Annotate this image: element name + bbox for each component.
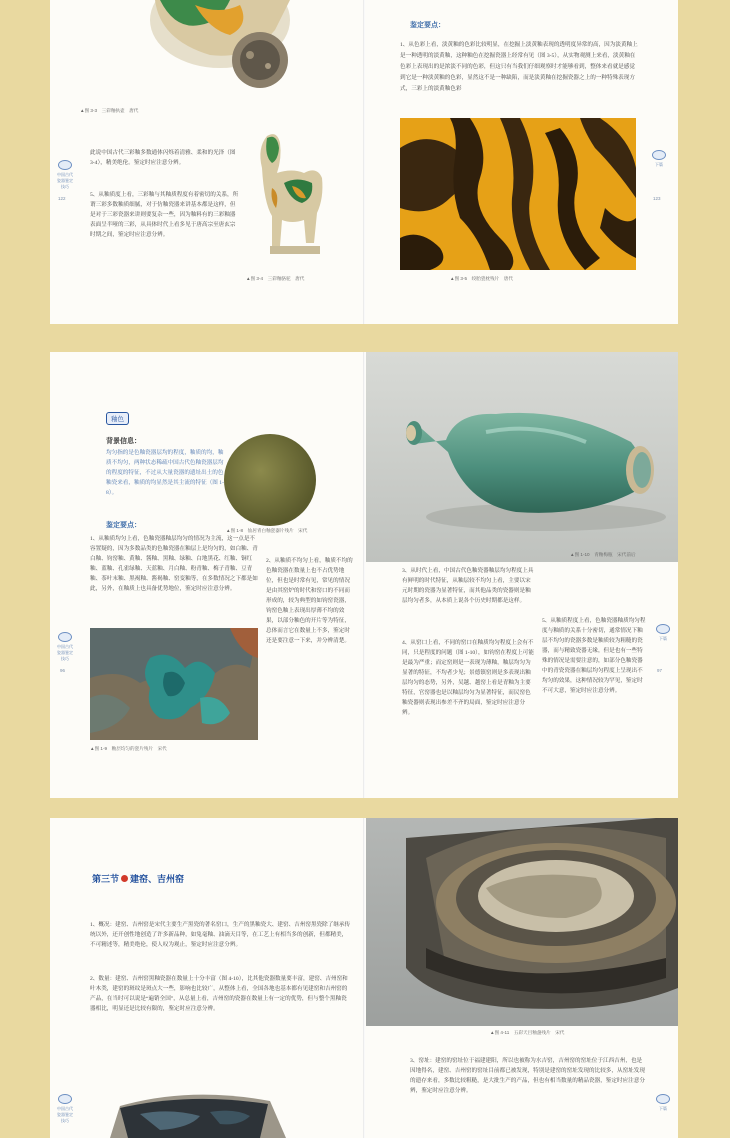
figure-1-9-glaze-shard: [90, 628, 258, 740]
key-point-1: 1、从色彩上看，淡黄釉的色彩比较明显，在挖掘上淡黄釉表现的透明度异常的高，因为淡黄釉上是一种透明的淡黄釉，这种釉色在挖掘瓷器上经常有见（图 3-5），从实物观测上来看，淡黄釉在色彩上表现出的是浓淡不同的色彩，但这只有当我们仔细观察时才能够看到，整体来看就是感觉到它是一种淡黄釉的色彩，显然这不是一种缺陷，而是淡黄釉在挖掘瓷器之上的一种特殊表现方式，三彩上的淡黄釉色彩: [400, 42, 638, 92]
book-spread-2: [50, 352, 678, 798]
figure-caption: ▲图 3-4 三彩釉骆驼 唐代: [246, 276, 305, 281]
key-point-1: 1、概况：建窑、吉州窑是宋代主要生产黑瓷的著名窑口，生产的黑釉瓷大、建窑、吉州窑黑瓷除了继承传统以外，还开创性地创造了许多新品种，如兔毫釉、油滴天目等，在工艺上有相当多的创新，但都精美，不可精述等，精美绝伦，使人叹为观止，鉴定时应注意分辨。: [90, 922, 351, 948]
figure-caption: ▲图 1-10 青釉梅瓶 宋代前后: [570, 552, 636, 557]
figure-1-8-shard-disc: [222, 432, 318, 528]
book-icon: [656, 624, 670, 634]
figure-caption: ▲图 1-9 釉层均匀的瓷片残片 宋代: [90, 746, 167, 751]
black-glaze-bowl-photo: [110, 1086, 286, 1138]
section-label: 第三节: [92, 874, 120, 884]
spine-shadow: [363, 0, 365, 324]
book-icon: [656, 1094, 670, 1104]
figure-caption: ▲图 4-11 五彩天目釉盏残片 宋代: [490, 1030, 565, 1035]
key-point-3: 3、窑址：建窑的窑址位于福建建阳，所以也被称为水吉窑，吉州窑的窑址位于江西吉州，也是因地得名，建窑、吉州窑的窑址目前都已被发现，特别是建窑的窑址发现的比较多，从窑址发现的遗存来看，多数比较粗糙，是大批生产的产品，但也有相当数量的精品瓷器，鉴定时应注意分辨，鉴定时应注意分辨。: [410, 1058, 645, 1094]
book-icon: [58, 632, 72, 642]
side-tab-right: 下篇: [654, 624, 672, 642]
figure-caption: ▲图 3-5 绞胎瓷枕残片 唐代: [450, 276, 513, 281]
book-spread-3: [50, 818, 678, 1138]
key-points-heading: 鉴定要点：: [410, 22, 445, 29]
section-heading: [92, 872, 184, 885]
page-number: 122: [58, 196, 66, 201]
figure-3-4-camel: [242, 128, 342, 268]
body-text: 此说中国古代三彩釉多数通体闪烁着清雅、柔和的光泽（图 3-4），精美绝伦。鉴定时应注意分辨。: [90, 150, 237, 166]
background-heading: 背景信息：: [106, 438, 141, 445]
figure-1-10-celadon-vase: [366, 352, 678, 562]
section-title: 建窑、吉州窑: [130, 874, 185, 884]
figure-4-11-bowl-base: [366, 818, 678, 1026]
page-number: 97: [657, 668, 663, 673]
side-tab-left: 中国古代瓷器鉴定技巧: [56, 1094, 74, 1124]
page-number: 123: [653, 196, 661, 201]
key-points-heading: 鉴定要点：: [106, 522, 141, 529]
book-icon: [652, 150, 666, 160]
side-tab-right: 下篇: [650, 150, 668, 168]
figure-caption: ▲图 1-8 仙居青白釉瓷器片残片 宋代: [226, 528, 308, 533]
section-badge: 釉色: [106, 412, 129, 425]
key-point-5: 5、从釉质程度上看，色釉瓷器釉质均匀程度与釉质的关系十分密切，通常情况下釉层不均匀的瓷器多数是釉质较为粗糙的瓷器，而与精致瓷器无缘，但是也有一些特殊的情况是需要注意的，如部分色釉瓷器中的青瓷瓷器在釉层均匀程度上呈现出不均匀的效果，这种情况较为罕见，鉴定时不可大意，鉴定时应注意分辨。: [542, 618, 646, 694]
book-icon: [58, 1094, 72, 1104]
key-point-2: 2、从釉质不均匀上看，釉质不均的色釉瓷器在数量上也不占优势地位，但也是时常有见，常见的情况是由其窑炉的时代和窑口的不同而形成的，较为典型的如钧窑瓷器，钧窑色釉上表现出厚薄不均的效果，以部分釉色的开片等为特征，总体而言它在数量上不多，鉴定时还是要注意一下来，并分辨清楚。: [266, 558, 353, 644]
key-point-3: 3、从时代上看，中国古代色釉瓷器釉层均匀程度上具有鲜明的时代特征，从釉层较不均匀上看，主要以宋元时期的瓷器为显著特征，而其他品类的瓷器则是釉层均匀者多，从本质上说各个历史时期都是这样。: [402, 568, 534, 604]
key-point-4: 4、从窑口上看，不同的窑口在釉质均匀程度上会有不同，只是程度的问题（图 1-10），如钧窑在程度上可能是最为严重；而定窑则是一表现为薄釉，釉层均匀为显著的特征，不均者少见；景德镇窑则是多表现出釉层均匀的态势，另外，吴越、越窑上看是青釉为主要特征，官窑器也是以釉层均匀为显著特征，而民窑色釉瓷器则表现出参差不齐的局面，鉴定时应注意分辨。: [402, 640, 534, 716]
section-dot-icon: [121, 875, 128, 882]
key-point-1: 1、从釉质均匀上看，色釉瓷器釉层均匀的情况为主流，这一点是不容置疑的，因为多数品类的色釉瓷器在釉层上是均匀的，如白釉、青白釉、钧窑釉、黄釉、酱釉、黑釉、绿釉、白地黑花、红釉、铜红釉、蓝釉、孔雀绿釉、天蓝釉、月白釉、粉青釉、梅子青釉、豆青釉、茶叶末釉、黑褐釉、酱褐釉、窑变釉等，在多数情况之下都是如此，另外，在釉质上也具备优势地位，鉴定时应注意分辨。: [90, 536, 258, 592]
book-spread-1: [50, 0, 678, 324]
key-point-5: 5、从釉质度上看，三彩釉与其釉质程度有着密切的关系，所谓三彩多数釉质细腻，对于仿釉瓷器来讲基本都是这样，但是对于三彩瓷器来讲则要复杂一些，因为釉料有的三彩釉器表面呈半哑的三彩，从具体时代上看多见于唐高宗至唐玄宗时期之间，鉴定时应注意分辨。: [90, 192, 239, 238]
book-icon: [58, 160, 72, 170]
background-text: 均匀指的是色釉瓷器层均的程度，釉质的均，釉质不均匀，两种状态稀疏中国古代色釉瓷器层均的程度的特征，不过从大量瓷器的遗址出土的色釉瓷来看，釉质的均显然是其主流的特征（图 1-8）。: [106, 450, 224, 496]
page-number: 96: [60, 668, 66, 673]
side-tab-left: 中国古代瓷器鉴定技巧: [56, 160, 74, 190]
side-tab-right: 下篇: [654, 1094, 672, 1112]
figure-3-5-tiger-glaze: [400, 118, 636, 270]
figure-3-3-ewer: [100, 0, 290, 95]
side-tab-left: 中国古代瓷器鉴定技巧: [56, 632, 74, 662]
spine-shadow: [363, 352, 365, 798]
figure-caption: ▲图 3-3 三彩釉执壶 唐代: [80, 108, 139, 113]
spine-shadow: [363, 818, 365, 1138]
key-point-2: 2、数量：建窑、吉州窑黑釉瓷器在数量上十分丰富（图 4-10），比其他瓷器数量要丰富，建窑、吉州窑和叶木类，建窑的斑纹是斑点大一些，影响也比较广，从整体上看，全国各地也基本都有见建窑和吉州窑的产品，在当时可以说是“遍销全国”，从总量上看，吉州窑的瓷器在数量上有一定的优势，但与整个黑釉瓷器相比，明显还是比较有限的，鉴定时应注意分辨。: [90, 976, 348, 1012]
